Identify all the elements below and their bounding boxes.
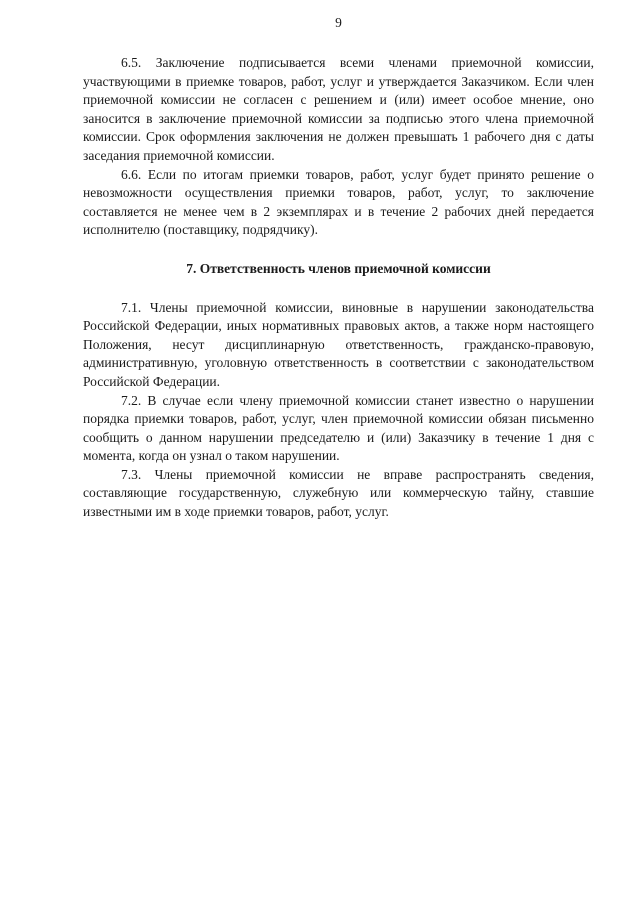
- paragraph-6-6: 6.6. Если по итогам приемки товаров, работ, услуг будет принято решение о невозможности осуществления приемки товаров, работ, услуг, то заключение составляется не менее чем в 2 экземплярах и в течение 2 рабочих дней передается исполнителю (поставщику, подрядчику).: [83, 166, 594, 238]
- paragraph-7-1: 7.1. Члены приемочной комиссии, виновные в нарушении законодательства Российской Федерации, иных нормативных правовых актов, а также норм настоящего Положения, несут дисциплинарную ответственность, гражданско-правовую, административную, уголовную ответственность в соответствии с законодательством Российской Федерации.: [83, 299, 594, 389]
- document-page: [83, 14, 594, 522]
- paragraph-7-3: 7.3. Члены приемочной комиссии не вправе распространять сведения, составляющие государственную, служебную или коммерческую тайну, ставшие известными им в ходе приемки товаров, работ, услуг.: [83, 466, 594, 520]
- paragraph-7-2: 7.2. В случае если члену приемочной комиссии станет известно о нарушении порядка приемки товаров, работ, услуг, член приемочной комиссии обязан письменно сообщить о данном нарушении председателю и (или) Заказчику в течение 1 дня с момента, когда он узнал о таком нарушении.: [83, 392, 594, 464]
- section-7-heading: 7. Ответственность членов приемочной комиссии: [186, 260, 491, 276]
- paragraph-6-5: 6.5. Заключение подписывается всеми членами приемочной комиссии, участвующими в приемке товаров, работ, услуг и утверждается Заказчиком. Если член приемочной комиссии не согласен с решением и (или) имеет особое мнение, оно заносится в заключение приемочной комиссии за подписью этого члена приемочной комиссии. Срок оформления заключения не должен превышать 1 рабочего дня с даты заседания приемочной комиссии.: [83, 55, 594, 163]
- page-number: 9: [335, 15, 342, 30]
